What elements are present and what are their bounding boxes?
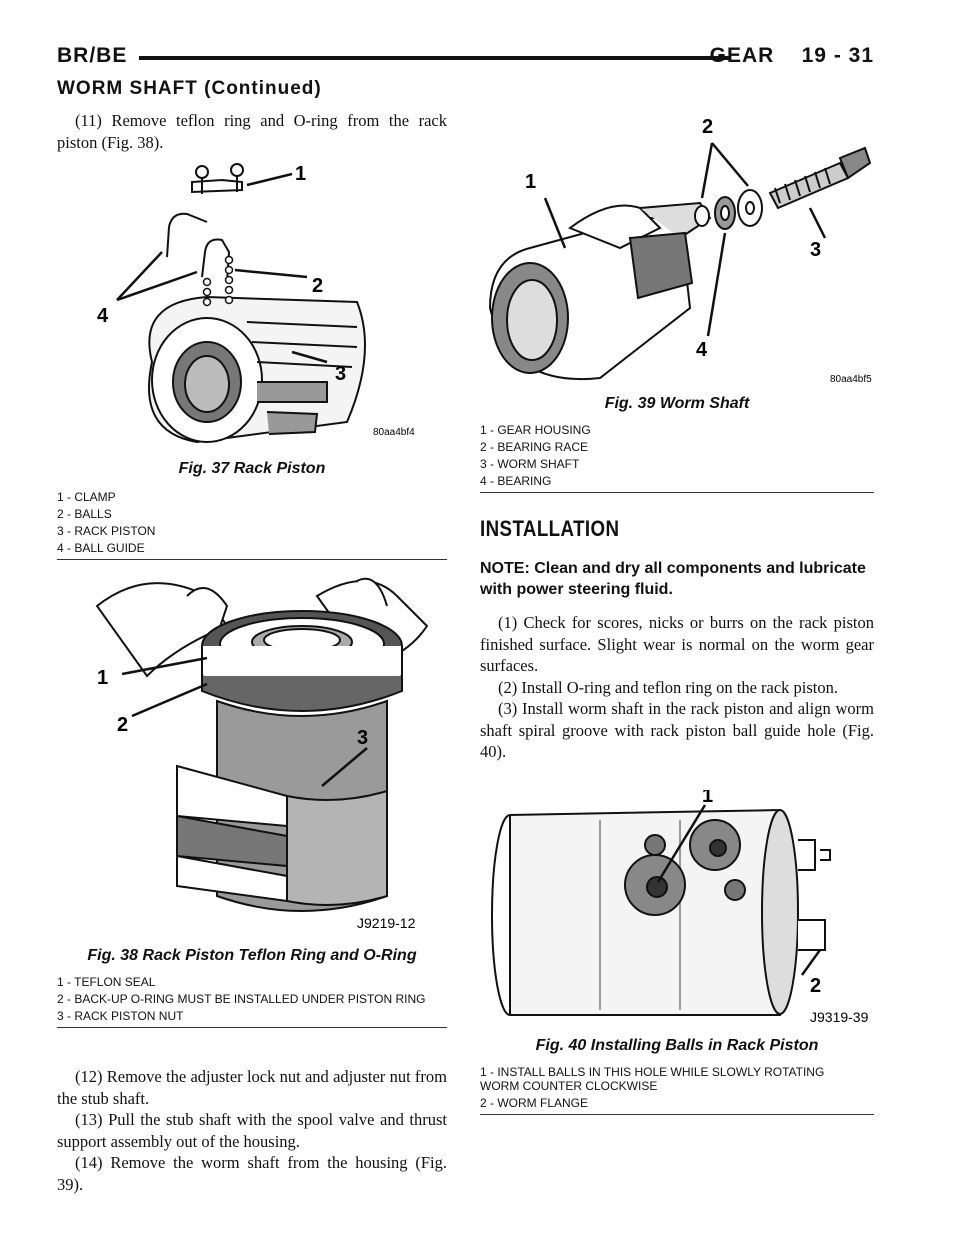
rack-piston-illustration bbox=[57, 152, 447, 452]
fig40-callout-2: 2 bbox=[810, 975, 822, 997]
fig39-callout-3: 3 bbox=[810, 239, 822, 261]
fig37-callout-2: 2 bbox=[312, 275, 324, 297]
left-column bbox=[57, 110, 447, 153]
worm-shaft-illustration bbox=[480, 108, 874, 388]
fig38-code: J9219-12 bbox=[357, 915, 416, 931]
fig37-rule bbox=[57, 559, 447, 560]
fig38-callout-3: 3 bbox=[357, 727, 369, 749]
fig39-legend bbox=[480, 423, 874, 488]
figure-40 bbox=[480, 790, 874, 1115]
fig37-legend-item: 2 - BALLS bbox=[57, 507, 112, 521]
installation-note: NOTE: Clean and dry all components and lubricate with power steering fluid. bbox=[480, 560, 866, 598]
fig40-legend-item: 1 - INSTALL BALLS IN THIS HOLE WHILE SLOWLY ROTATING WORM COUNTER CLOCKWISE bbox=[480, 1065, 825, 1093]
fig39-rule bbox=[480, 492, 874, 493]
fig39-legend-item: 4 - BEARING bbox=[480, 474, 552, 488]
fig39-callout-4: 4 bbox=[696, 339, 708, 361]
fig39-callout-1: 1 bbox=[525, 171, 537, 193]
step-13: (13) Pull the stub shaft with the spool valve and thrust support assembly out of the housing. bbox=[57, 1110, 447, 1151]
fig38-legend bbox=[57, 975, 447, 1023]
fig37-title: Fig. 37 Rack Piston bbox=[178, 460, 326, 477]
fig40-callout-1: 1 bbox=[702, 790, 714, 807]
fig37-legend-item: 4 - BALL GUIDE bbox=[57, 541, 145, 555]
fig37-callout-3: 3 bbox=[335, 363, 347, 385]
fig37-callout-1: 1 bbox=[295, 163, 307, 185]
fig39-code: 80aa4bf5 bbox=[830, 374, 872, 385]
left-steps bbox=[57, 1066, 447, 1195]
figure-37 bbox=[57, 152, 447, 560]
fig38-rule bbox=[57, 1027, 447, 1028]
fig40-legend bbox=[480, 1065, 874, 1110]
step-11: (11) Remove teflon ring and O-ring from the rack piston (Fig. 38). bbox=[57, 111, 447, 152]
fig40-rule bbox=[480, 1114, 874, 1115]
figure-38 bbox=[57, 566, 447, 1028]
installing-balls-illustration bbox=[480, 790, 874, 1030]
header-rule bbox=[139, 56, 729, 60]
header-section-page: GEAR 19 - 31 bbox=[709, 44, 874, 67]
fig37-legend-item: 1 - CLAMP bbox=[57, 490, 116, 504]
fig39-legend-item: 3 - WORM SHAFT bbox=[480, 457, 580, 471]
figure-39 bbox=[480, 108, 874, 493]
fig40-title: Fig. 40 Installing Balls in Rack Piston bbox=[535, 1037, 819, 1054]
installation-heading: INSTALLATION bbox=[480, 516, 620, 541]
fig38-legend-item: 1 - TEFLON SEAL bbox=[57, 975, 156, 989]
rack-piston-teflon-illustration bbox=[57, 566, 447, 936]
fig40-legend-item: 2 - WORM FLANGE bbox=[480, 1096, 589, 1110]
fig39-legend-item: 1 - GEAR HOUSING bbox=[480, 423, 591, 437]
fig39-title: Fig. 39 Worm Shaft bbox=[604, 395, 750, 412]
fig39-callout-2: 2 bbox=[702, 116, 714, 138]
fig38-callout-2: 2 bbox=[117, 714, 129, 736]
fig38-title: Fig. 38 Rack Piston Teflon Ring and O-Ring bbox=[87, 947, 417, 964]
install-step-1: (1) Check for scores, nicks or burrs on the rack piston finished surface. Slight wear is normal on the worm gear surfaces. bbox=[480, 613, 874, 675]
fig37-code: 80aa4bf4 bbox=[373, 427, 415, 438]
fig37-callout-4: 4 bbox=[97, 305, 109, 327]
installation-section bbox=[480, 516, 874, 763]
header-model: BR/BE bbox=[57, 44, 128, 67]
fig39-legend-item: 2 - BEARING RACE bbox=[480, 440, 589, 454]
fig37-legend-item: 3 - RACK PISTON bbox=[57, 524, 156, 538]
fig38-legend-item: 2 - BACK-UP O-RING MUST BE INSTALLED UNDER PISTON RING bbox=[57, 992, 426, 1006]
fig38-legend-item: 3 - RACK PISTON NUT bbox=[57, 1009, 184, 1023]
fig37-legend bbox=[57, 490, 447, 555]
page-header bbox=[57, 44, 874, 72]
install-step-3: (3) Install worm shaft in the rack piston and align worm shaft spiral groove with rack piston ball guide hole (Fig. 40). bbox=[480, 699, 874, 761]
step-14: (14) Remove the worm shaft from the housing (Fig. 39). bbox=[57, 1153, 447, 1194]
step-12: (12) Remove the adjuster lock nut and adjuster nut from the stub shaft. bbox=[57, 1067, 447, 1108]
fig40-code: J9319-39 bbox=[810, 1009, 869, 1025]
fig38-callout-1: 1 bbox=[97, 667, 109, 689]
install-step-2: (2) Install O-ring and teflon ring on the rack piston. bbox=[498, 677, 838, 697]
section-title: WORM SHAFT (Continued) bbox=[57, 78, 322, 99]
